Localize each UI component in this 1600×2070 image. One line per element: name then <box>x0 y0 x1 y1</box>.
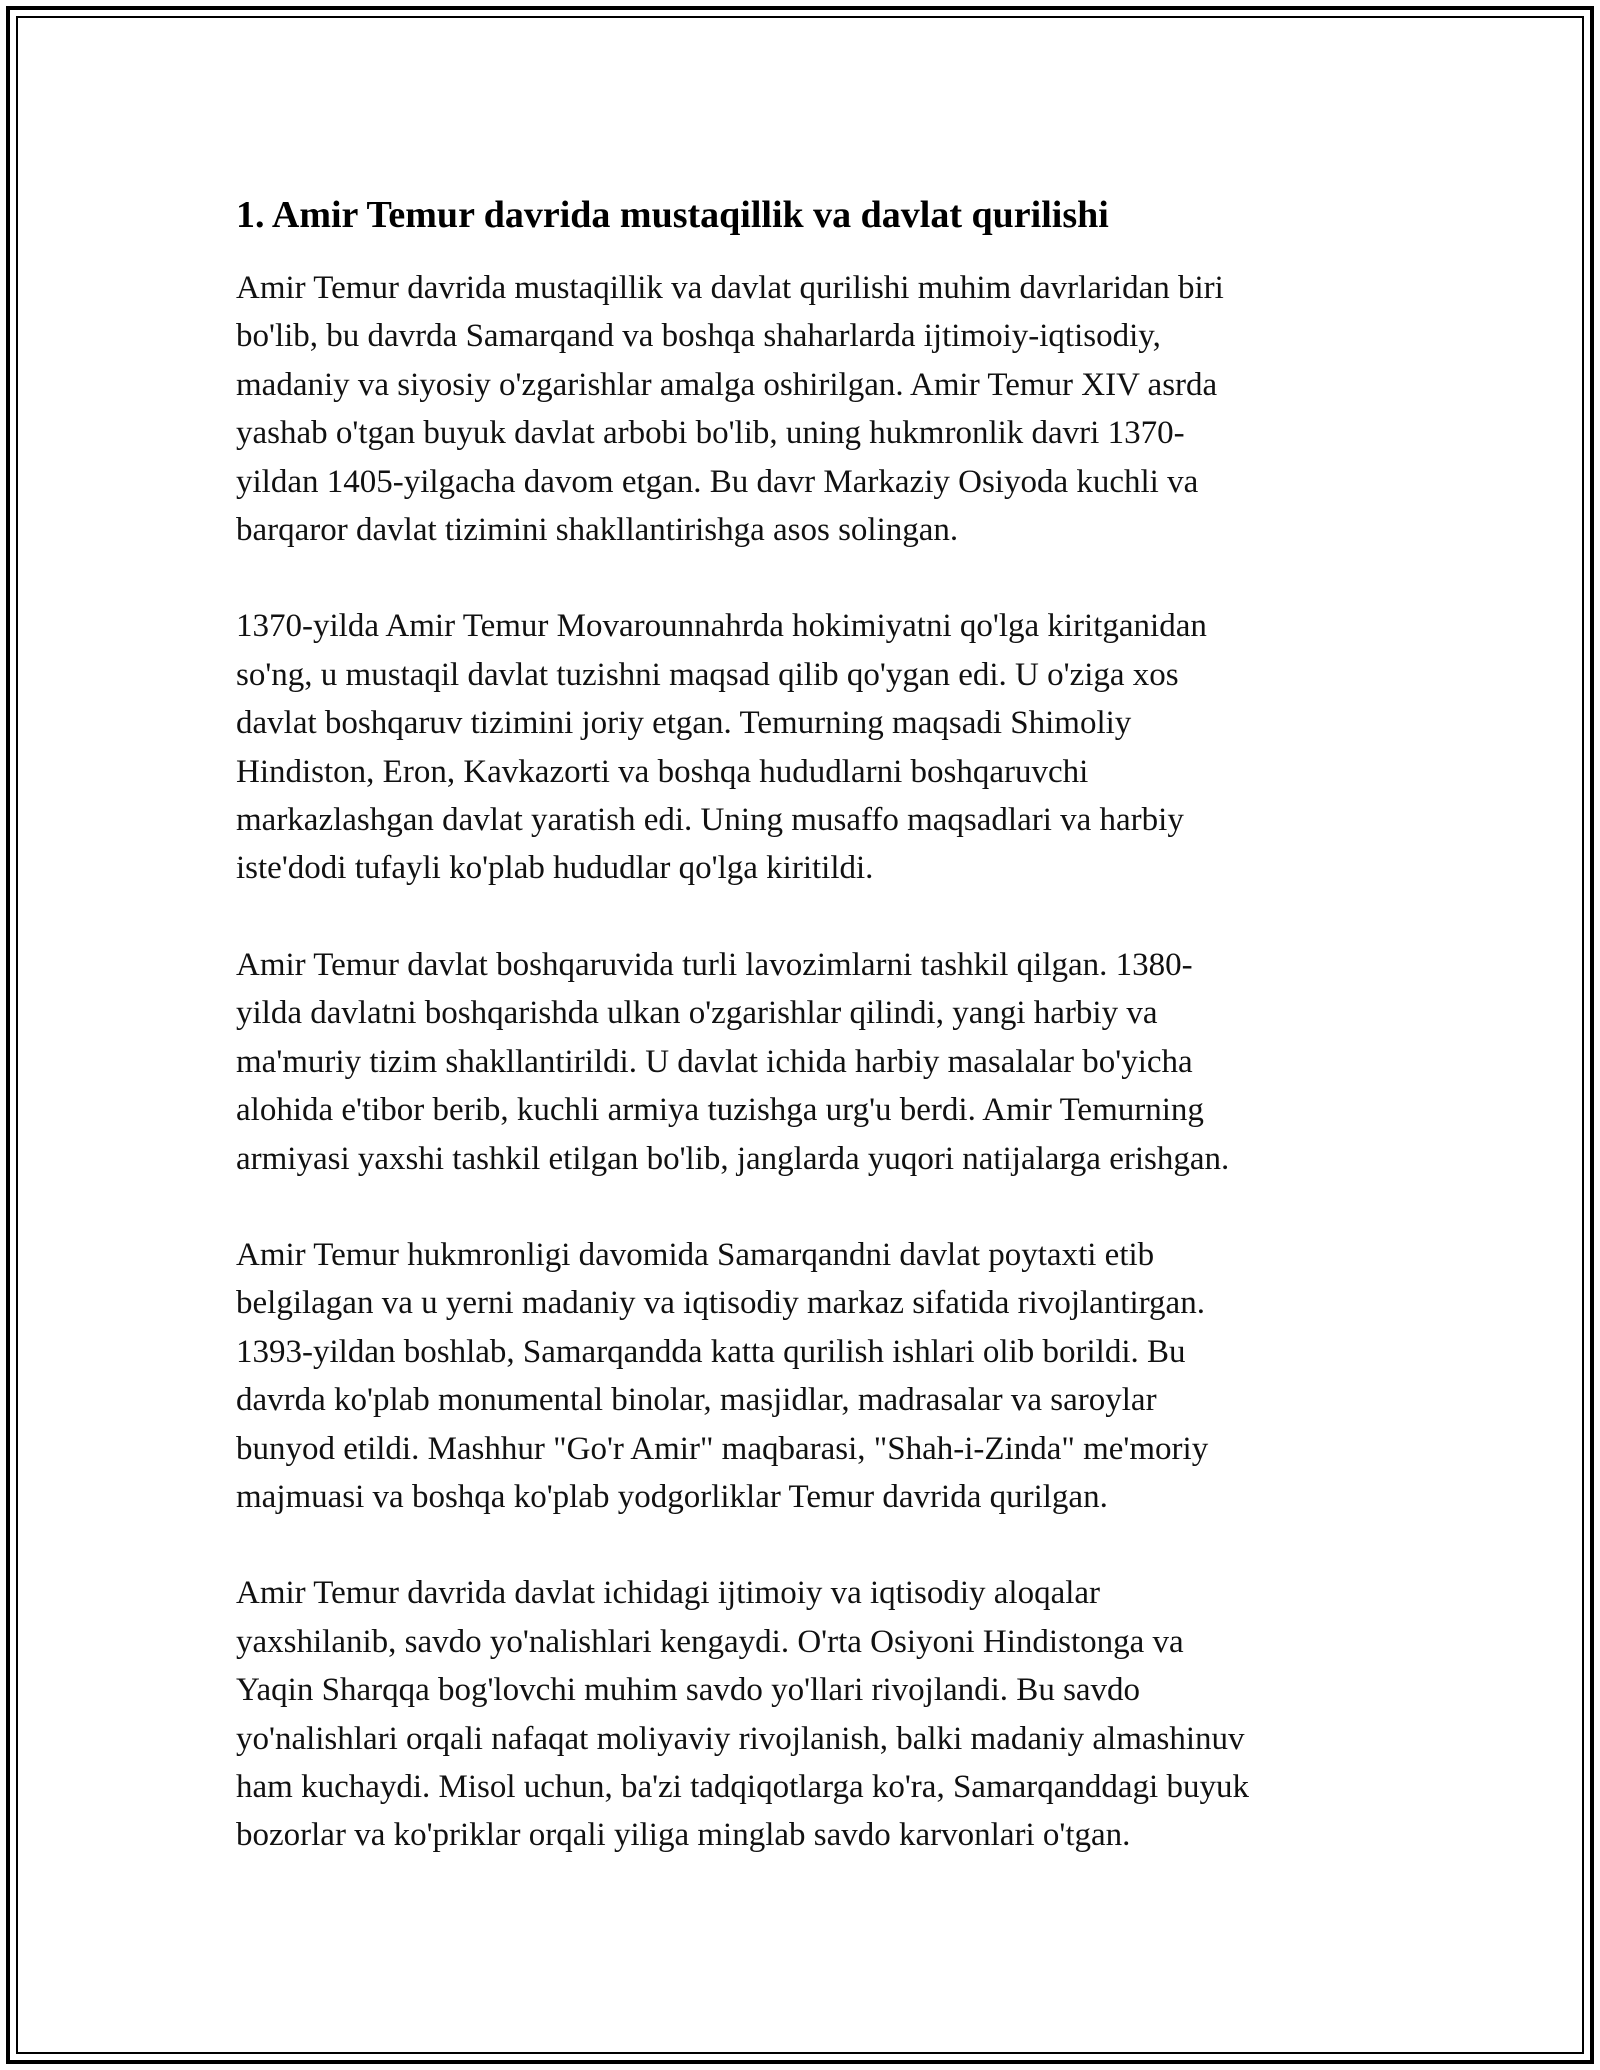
text-line: bozorlar va ko'priklar orqali yiliga minglab savdo karvonlari o'tgan. <box>236 1817 1131 1854</box>
text-line: Hindiston, Eron, Kavkazorti va boshqa hududlarni boshqaruvchi <box>236 753 1089 790</box>
text-line: yashab o'tgan buyuk davlat arbobi bo'lib, uning hukmronlik davri 1370- <box>236 415 1185 452</box>
text-line: yilda davlatni boshqarishda ulkan o'zgarishlar qilindi, yangi harbiy va <box>236 995 1158 1032</box>
text-line: davlat boshqaruv tizimini joriy etgan. Temurning maqsadi Shimoliy <box>236 705 1132 742</box>
text-line: davrda ko'plab monumental binolar, masjidlar, madrasalar va saroylar <box>236 1382 1157 1419</box>
text-line: so'ng, u mustaqil davlat tuzishni maqsad qilib qo'ygan edi. U o'ziga xos <box>236 656 1179 693</box>
paragraph-3 <box>236 941 1366 1183</box>
text-line: Amir Temur davrida davlat ichidagi ijtimoiy va iqtisodiy aloqalar <box>236 1575 1101 1612</box>
text-line: yaxshilanib, savdo yo'nalishlari kengaydi. O'rta Osiyoni Hindistonga va <box>236 1623 1184 1660</box>
paragraph-5 <box>236 1569 1366 1859</box>
text-line: Yaqin Sharqqa bog'lovchi muhim savdo yo'llari rivojlandi. Bu savdo <box>236 1672 1141 1709</box>
text-line: bo'lib, bu davrda Samarqand va boshqa shaharlarda ijtimoiy-iqtisodiy, <box>236 318 1161 355</box>
text-line: yildan 1405-yilgacha davom etgan. Bu davr Markaziy Osiyoda kuchli va <box>236 463 1199 500</box>
text-line: yo'nalishlari orqali nafaqat moliyaviy rivojlanish, balki madaniy almashinuv <box>236 1720 1245 1757</box>
text-line: iste'dodi tufayli ko'plab hududlar qo'lga kiritildi. <box>236 850 874 887</box>
text-line: ma'muriy tizim shakllantirildi. U davlat ichida harbiy masalalar bo'yicha <box>236 1043 1193 1080</box>
text-line: belgilagan va u yerni madaniy va iqtisodiy markaz sifatida rivojlantirgan. <box>236 1285 1205 1322</box>
paragraph-4 <box>236 1231 1366 1521</box>
text-line: markazlashgan davlat yaratish edi. Uning musaffo maqsadlari va harbiy <box>236 802 1184 839</box>
paragraph-2 <box>236 602 1366 892</box>
text-line: majmuasi va boshqa ko'plab yodgorliklar Temur davrida qurilgan. <box>236 1478 1108 1515</box>
text-line: Amir Temur davrida mustaqillik va davlat qurilishi muhim davrlaridan biri <box>236 270 1224 306</box>
text-line: barqaror davlat tizimini shakllantirishga asos solingan. <box>236 512 959 549</box>
paragraph-1 <box>236 264 1366 554</box>
text-line: armiyasi yaxshi tashkil etilgan bo'lib, janglarda yuqori natijalarga erishgan. <box>236 1140 1230 1177</box>
text-line: madaniy va siyosiy o'zgarishlar amalga oshirilgan. Amir Temur XIV asrda <box>236 366 1218 403</box>
text-line: alohida e'tibor berib, kuchli armiya tuzishga urg'u berdi. Amir Temurning <box>236 1092 1204 1129</box>
text-line: 1370-yilda Amir Temur Movarounnahrda hokimiyatni qo'lga kiritganidan <box>236 608 1207 645</box>
text-line: 1393-yildan boshlab, Samarqandda katta qurilish ishlari olib borildi. Bu <box>236 1333 1186 1370</box>
text-line: ham kuchaydi. Misol uchun, ba'zi tadqiqotlarga ko'ra, Samarqanddagi buyuk <box>236 1768 1249 1805</box>
text-line: Amir Temur davlat boshqaruvida turli lavozimlarni tashkil qilgan. 1380- <box>236 946 1193 983</box>
section-heading: 1. Amir Temur davrida mustaqillik va davlat qurilishi <box>236 194 1109 236</box>
document-body <box>236 186 1366 1908</box>
text-line: bunyod etildi. Mashhur "Go'r Amir" maqbarasi, "Shah-i-Zinda" me'moriy <box>236 1430 1209 1467</box>
text-line: Amir Temur hukmronligi davomida Samarqandni davlat poytaxti etib <box>236 1236 1155 1273</box>
